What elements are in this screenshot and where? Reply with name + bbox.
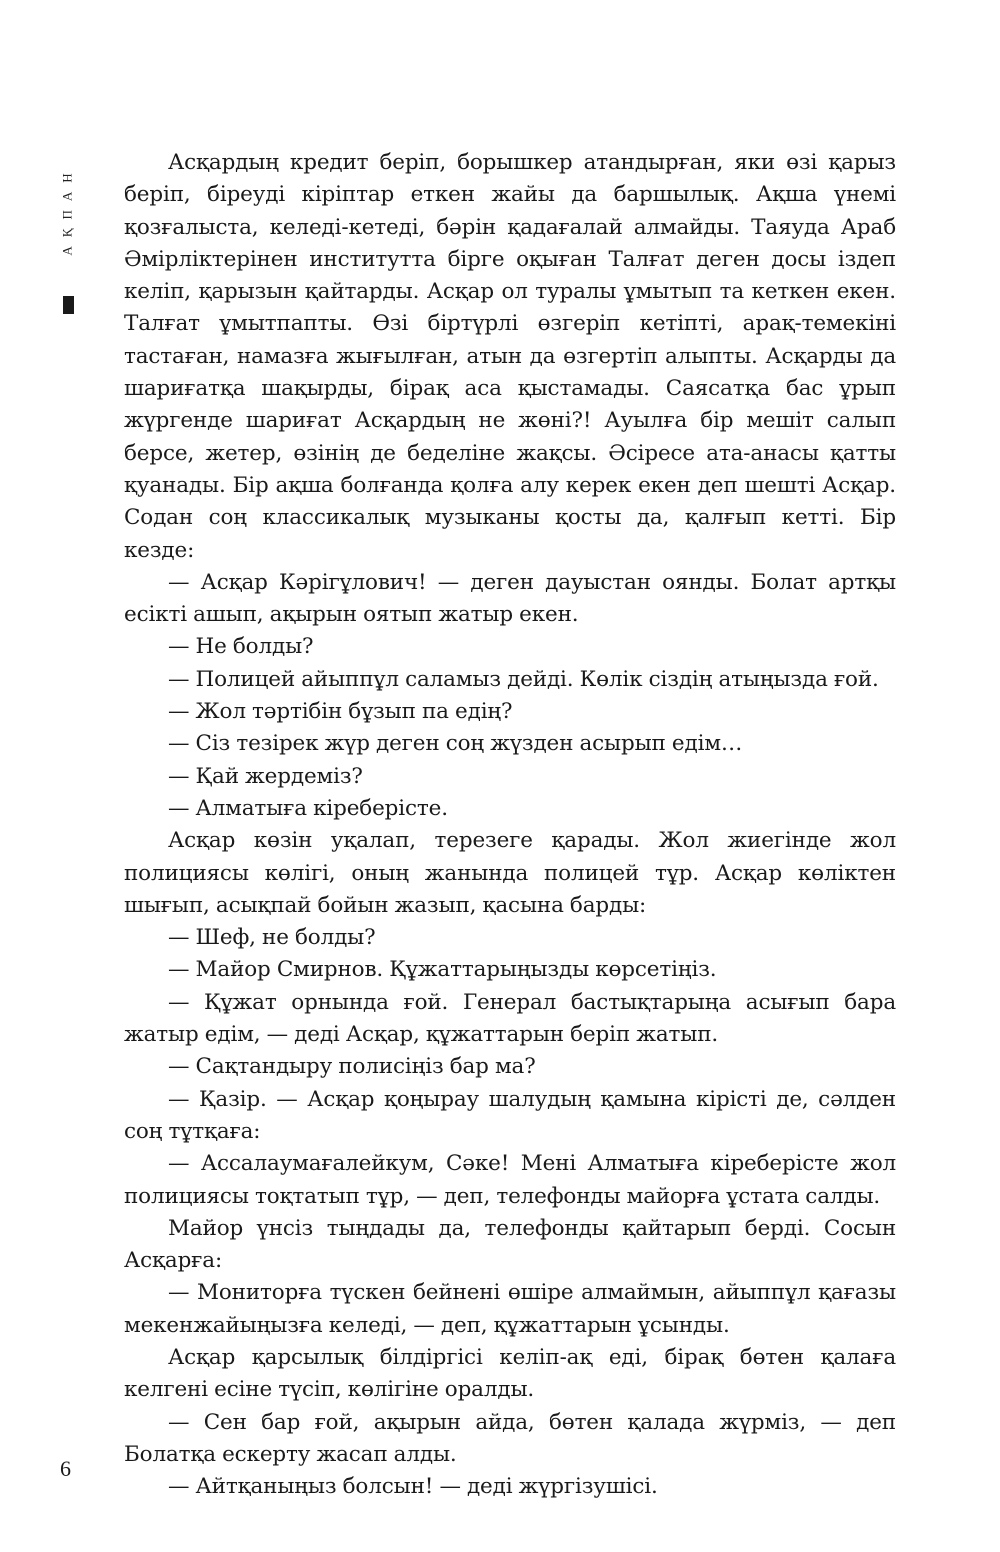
body-text xyxy=(124,147,896,1503)
paragraph: — Мониторға түскен бейнені өшіре алмаймын, айыппұл қағазы мекенжайыңызға келеді, — деп, құжаттарын ұсынды. xyxy=(124,1280,896,1338)
paragraph: — Сақтандыру полисіңіз бар ма? xyxy=(168,1054,536,1080)
paragraph: — Шеф, не болды? xyxy=(168,925,376,951)
paragraph: — Не болды? xyxy=(168,634,314,660)
running-head xyxy=(53,150,83,270)
paragraph: Асқар қарсылық білдіргісі келіп-ақ еді, бірақ бөтен қалаға келгені есіне түсіп, көлігіне оралды. xyxy=(124,1344,896,1403)
paragraph: — Қазір. — Асқар қоңырау шалудың қамына кірісті де, сәлден соң тұтқаға: xyxy=(124,1086,896,1144)
paragraph: — Майор Смирнов. Құжаттарыңызды көрсетіңіз. xyxy=(168,957,717,983)
paragraph: — Асқар Кәрігұлович! — деген дауыстан оянды. Болат артқы есікті ашып, ақырын оятып жатыр екен. xyxy=(124,569,896,628)
paragraph: Асқар көзін уқалап, терезеге қарады. Жол жиегінде жол полициясы көлігі, оның жанында полицей тұр. Асқар көліктен шығып, асықпай бойын жазып, қасына барды: xyxy=(124,828,896,918)
paragraph: — Алматыға кіреберісте. xyxy=(168,795,448,821)
paragraph: — Қай жердеміз? xyxy=(168,763,363,789)
paragraph: — Құжат орнында ғой. Генерал бастықтарыңа асығып бара жатыр едім, — деді Асқар, құжаттарын беріп жатып. xyxy=(124,989,896,1048)
paragraph: — Айтқаныңыз болсын! — деді жүргізушісі. xyxy=(168,1474,658,1500)
paragraph: Майор үнсіз тыңдады да, телефонды қайтарып берді. Сосын Асқарға: xyxy=(124,1215,896,1274)
paragraph: Асқардың кредит беріп, борышкер атандырған, яки өзі қарыз беріп, біреуді кіріптар еткен жайы да баршылық. Ақша үнемі қозғалыста, келеді-кетеді, бәрін қадағалай алмайды. Таяуда Араб Әмірліктерінен институтта бірге оқыған Талғат деген досы іздеп келіп, қарызын қайтарды. Асқар ол туралы ұмытып та кеткен екен. Талғат ұмытпапты. Өзі біртүрлі өзгеріп кетіпті, арақ-темекіні тастаған, намазға жығылған, атын да өзгертіп алыпты. Асқарды да шариғатқа шақырды, бірақ аса қыстамады. Саясатқа бас ұрып жүргенде шариғат Асқардың не жөні?! Ауылға бір мешіт салып берсе, жетер, өзінің де беделіне жақсы. Әсіресе ата-анасы қатты қуанады. Бір ақша болғанда қолға алу керек екен деп шешті Асқар. Содан соң классикалық музыканы қосты да, қалғып кетті. Бір кезде: xyxy=(124,150,896,563)
paragraph: — Жол тәртібін бұзып па едің? xyxy=(168,699,513,725)
section-marker xyxy=(63,296,74,314)
page-number: 6 xyxy=(60,1456,71,1481)
running-head-text: АҚПАН xyxy=(60,164,76,256)
paragraph: — Сіз тезірек жүр деген соң жүзден асырып едім… xyxy=(168,731,743,757)
paragraph: — Полицей айыппұл саламыз дейді. Көлік сіздің атыңызда ғой. xyxy=(168,666,879,692)
paragraph: — Сен бар ғой, ақырын айда, бөтен қалада жүрміз, — деп Болатқа ескерту жасап алды. xyxy=(124,1409,896,1467)
paragraph: — Ассалаумағалейкум, Сәке! Мені Алматыға кіреберісте жол полициясы тоқтатып тұр, — деп, телефонды майорға ұстата салды. xyxy=(124,1151,896,1209)
